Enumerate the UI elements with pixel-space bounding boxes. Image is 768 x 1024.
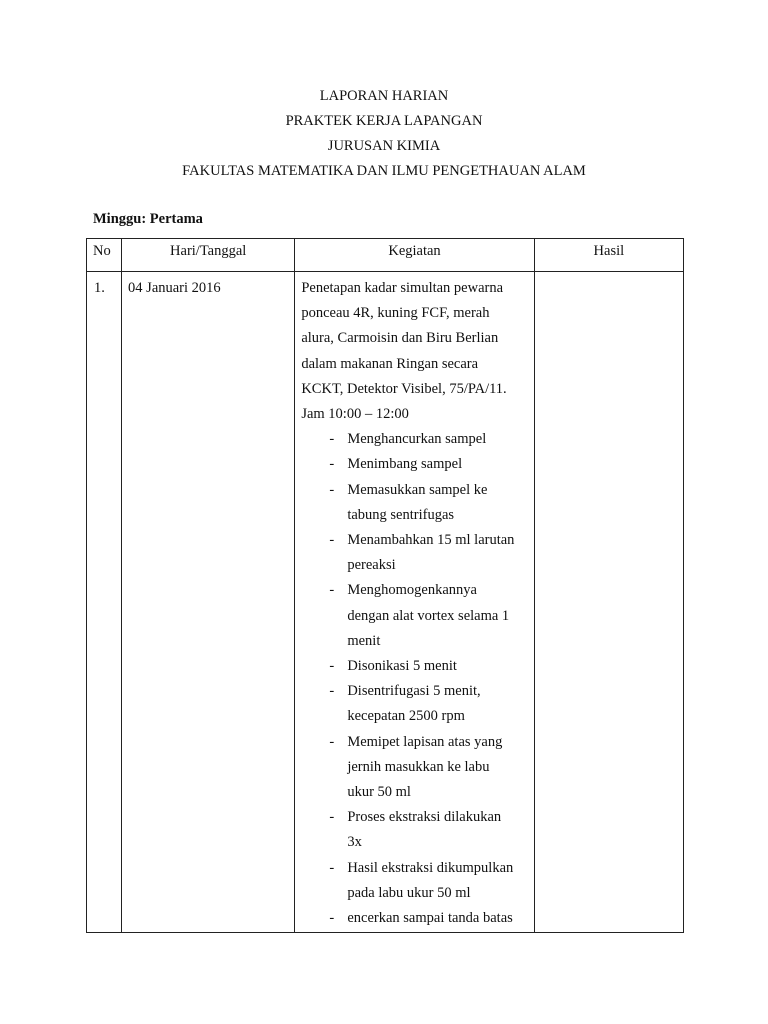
activity-steps-list <box>301 427 529 931</box>
bullet-dash: - <box>329 456 335 473</box>
column-header-no: No <box>87 239 122 272</box>
activity-step-line: dengan alat vortex selama 1 <box>347 607 510 624</box>
document-header <box>0 84 768 184</box>
activity-step-line: encerkan sampai tanda batas <box>347 910 513 927</box>
row-number: 1. <box>87 272 122 933</box>
table-row <box>87 272 684 933</box>
activity-step-line: pada labu ukur 50 ml <box>347 884 471 901</box>
activity-description <box>301 276 529 427</box>
activity-step-line: jernih masukkan ke labu <box>347 758 490 775</box>
activity-step-line: tabung sentrifugas <box>347 506 455 523</box>
activity-step-line: ukur 50 ml <box>347 784 411 801</box>
activity-step-line: 3x <box>347 834 362 851</box>
activity-step <box>301 730 529 806</box>
activity-step-line: Disentrifugasi 5 menit, <box>347 683 481 700</box>
activity-step-line: Disonikasi 5 menit <box>347 658 457 675</box>
row-date: 04 Januari 2016 <box>122 272 295 933</box>
bullet-dash: - <box>329 532 335 549</box>
activity-step-line: Hasil ekstraksi dikumpulkan <box>347 859 514 876</box>
activity-step <box>301 906 529 931</box>
row-activity <box>295 272 534 933</box>
table-header-row <box>87 239 684 272</box>
activity-step-line: Memipet lapisan atas yang <box>347 733 503 750</box>
activity-step <box>301 427 529 452</box>
activity-table <box>86 238 684 933</box>
bullet-dash: - <box>329 859 335 876</box>
bullet-dash: - <box>329 431 335 448</box>
activity-step <box>301 856 529 906</box>
activity-step-line: Menimbang sampel <box>347 456 463 473</box>
activity-step-line: Menghomogenkannya <box>347 582 477 599</box>
activity-description-line: alura, Carmoisin dan Biru Berlian <box>301 330 499 347</box>
activity-step-line: Proses ekstraksi dilakukan <box>347 809 502 826</box>
activity-step <box>301 578 529 654</box>
bullet-dash: - <box>329 658 335 675</box>
activity-step <box>301 654 529 679</box>
column-header-result: Hasil <box>534 239 683 272</box>
bullet-dash: - <box>329 582 335 599</box>
activity-step <box>301 805 529 855</box>
activity-step-line: pereaksi <box>347 557 396 574</box>
week-label: Minggu: Pertama <box>93 211 203 227</box>
faculty-name: FAKULTAS MATEMATIKA DAN ILMU PENGETHAUAN ALAM <box>182 163 586 179</box>
activity-step-line: kecepatan 2500 rpm <box>347 708 465 725</box>
column-header-date: Hari/Tanggal <box>122 239 295 272</box>
bullet-dash: - <box>329 809 335 826</box>
activity-step-line: Menghancurkan sampel <box>347 431 487 448</box>
bullet-dash: - <box>329 683 335 700</box>
activity-step <box>301 528 529 578</box>
bullet-dash: - <box>329 481 335 498</box>
activity-description-line: KCKT, Detektor Visibel, 75/PA/11. <box>301 380 507 397</box>
activity-description-line: ponceau 4R, kuning FCF, merah <box>301 305 490 322</box>
activity-step <box>301 452 529 477</box>
activity-step-line: menit <box>347 632 381 649</box>
report-subtitle: PRAKTEK KERJA LAPANGAN <box>285 113 483 129</box>
activity-description-line: Penetapan kadar simultan pewarna <box>301 280 504 296</box>
activity-description-line: Jam 10:00 – 12:00 <box>301 406 409 423</box>
activity-description-line: dalam makanan Ringan secara <box>301 355 479 372</box>
bullet-dash: - <box>329 910 335 927</box>
bullet-dash: - <box>329 733 335 750</box>
department-name: JURUSAN KIMIA <box>327 138 441 154</box>
activity-step <box>301 478 529 528</box>
report-title: LAPORAN HARIAN <box>319 88 449 104</box>
activity-step-line: Memasukkan sampel ke <box>347 481 488 498</box>
column-header-activity: Kegiatan <box>295 239 534 272</box>
row-result <box>534 272 683 933</box>
activity-step-line: Menambahkan 15 ml larutan <box>347 532 515 549</box>
activity-step <box>301 679 529 729</box>
